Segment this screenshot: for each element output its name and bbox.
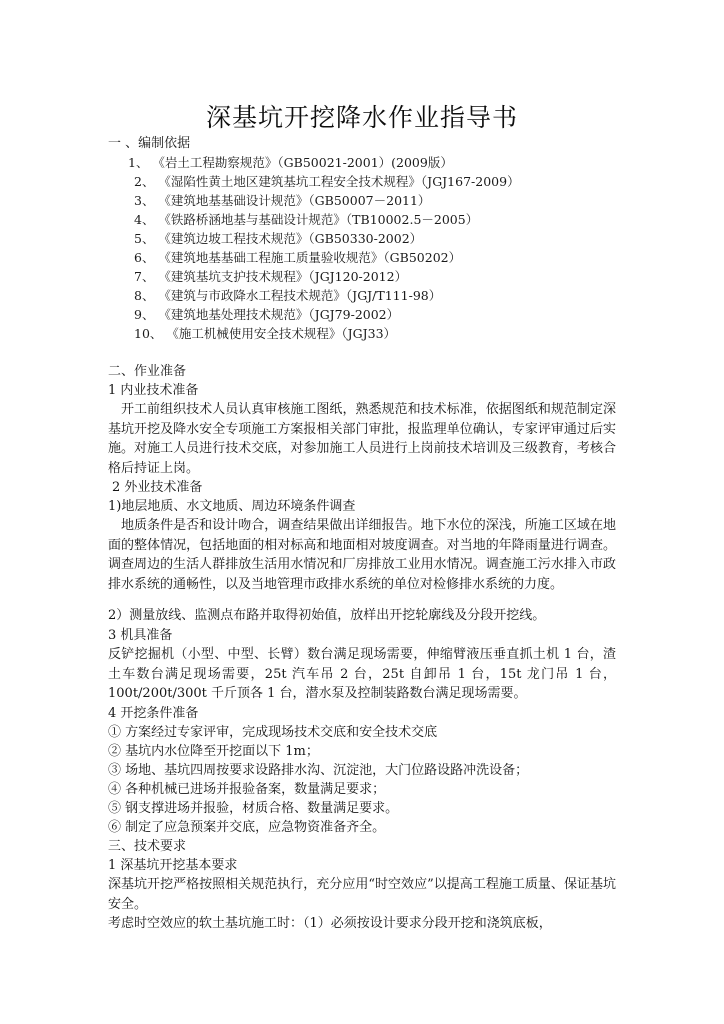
condition-item: ④ 各种机械已进场并报验备案，数量满足要求； [108, 782, 386, 797]
section2-sub3-heading: 3 机具准备 [108, 628, 173, 643]
condition-item: ① 方案经过专家评审，完成现场技术交底和安全技术交底 [108, 725, 438, 740]
reference-item: 10、 《施工机械使用安全技术规程》（JGJ33） [134, 326, 397, 341]
condition-item: ⑤ 钢支撑进场并报验，材质合格、数量满足要求。 [108, 801, 399, 816]
reference-item: 3、 《建筑地基基础设计规范》（GB50007－2011） [134, 193, 431, 208]
condition-item: ② 基坑内水位降至开挖面以下 1m； [108, 744, 319, 759]
section2-sub2-item1-paragraph: 地质条件是否和设计吻合，调查结果做出详细报告。地下水位的深浅，所施工区域在地面的整体情况，包括地面的相对标高和地面相对坡度调查。对当地的年降雨量进行调查。调查周边的生活人群排放生活用水情况和厂房排放工业用水情况。调查施工污水排入市政排水系统的通畅性，以及当地管理市政排水系统的单位对检修排水系统的力度。 [108, 518, 616, 592]
reference-item: 4、 《铁路桥涵地基与基础设计规范》（TB10002.5－2005） [134, 212, 479, 227]
reference-item: 2、 《湿陷性黄土地区建筑基坑工程安全技术规程》（JGJ167-2009） [134, 174, 520, 189]
section2-heading: 二、作业准备 [108, 364, 187, 379]
section1-heading: 一 、编制依据 [108, 136, 191, 151]
section2-sub1-paragraph: 开工前组织技术人员认真审核施工图纸，熟悉规范和技术标准，依据图纸和规范制定深基坑开挖及降水安全专项施工方案报相关部门审批，报监理单位确认，专家评审通过后实施。对施工人员进行技术交底，对参加施工人员进行上岗前技术培训及三级教育，考核合格后持证上岗。 [108, 402, 616, 476]
condition-item: ⑥ 制定了应急预案并交底，应急物资准备齐全。 [108, 820, 386, 835]
section2-sub3-paragraph: 反铲挖掘机（小型、中型、长臂）数台满足现场需要，伸缩臂液压垂直抓土机 1 台，渣土车数台满足现场需要，25t 汽车吊 2 台，25t 自卸吊 1 台，15t 龙门吊 1 台，100t/200t/300t 千斤顶各 1 台，潜水泵及控制装路数台满足现场需要。 [108, 647, 616, 702]
reference-item: 8、 《建筑与市政降水工程技术规范》（JGJ/T111-98） [134, 288, 442, 303]
reference-item: 7、 《建筑基坑支护技术规程》（JGJ120-2012） [134, 269, 408, 284]
reference-item: 5、 《建筑边坡工程技术规范》（GB50330-2002） [134, 231, 423, 246]
section2-sub4-heading: 4 开挖条件准备 [108, 706, 199, 721]
document-title: 深基坑开挖降水作业指导书 [205, 103, 518, 132]
reference-item: 6、 《建筑地基基础工程施工质量验收规范》（GB50202） [134, 250, 462, 265]
section3-sub1-heading: 1 深基坑开挖基本要求 [108, 858, 238, 873]
section2-sub1-heading: 1 内业技术准备 [108, 383, 199, 398]
section3-sub1-paragraph2: 考虑时空效应的软土基坑施工时：（1）必须按设计要求分段开挖和浇筑底板， [108, 916, 552, 931]
section2-sub2-heading: 2 外业技术准备 [112, 480, 203, 495]
section2-sub2-item1-heading: 1)地层地质、水文地质、周边环境条件调查 [108, 499, 356, 514]
section2-sub2-item2: 2）测量放线、监测点布路并取得初始值，放样出开挖轮廓线及分段开挖线。 [108, 608, 546, 623]
section3-heading: 三、技术要求 [108, 839, 187, 854]
condition-item: ③ 场地、基坑四周按要求设路排水沟、沉淀池，大门位路设路冲洗设备； [108, 763, 529, 778]
section3-sub1-paragraph: 深基坑开挖严格按照相关规范执行，充分应用“时空效应”以提高工程施工质量、保证基坑安全。 [108, 877, 616, 912]
reference-item: 9、 《建筑地基处理技术规范》（JGJ79-2002） [134, 307, 400, 322]
reference-item: 1、 《岩土工程勘察规范》（GB50021-2001）(2009版） [128, 155, 453, 170]
